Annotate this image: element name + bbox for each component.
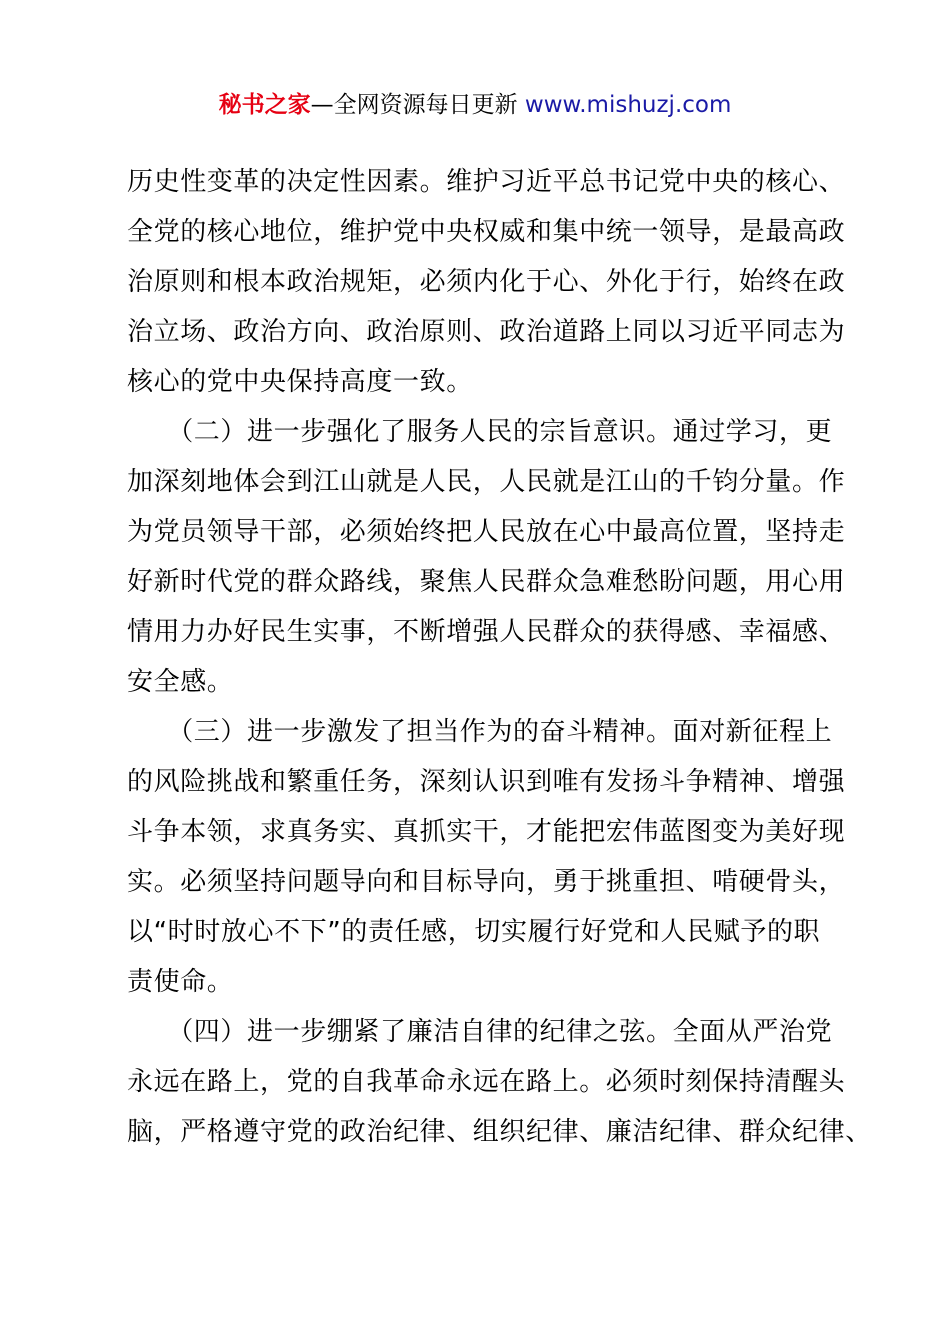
text-line: 以“时时放心不下”的责任感，切实履行好党和人民赋予的职 — [127, 917, 821, 947]
text-line: 为党员领导干部，必须始终把人民放在心中最高位置，坚持走 — [127, 517, 846, 547]
text-line: 斗争本领，求真务实、真抓实干，才能把宏伟蓝图变为美好现 — [127, 817, 846, 847]
document-body — [127, 157, 872, 1157]
text-line: 治原则和根本政治规矩，必须内化于心、外化于行，始终在政 — [127, 267, 846, 297]
header-tagline: —全网资源每日更新 — [310, 92, 525, 118]
text-line: 全党的核心地位，维护党中央权威和集中统一领导，是最高政 — [127, 217, 846, 247]
text-line: 核心的党中央保持高度一致。 — [127, 367, 473, 397]
text-line: 加深刻地体会到江山就是人民，人民就是江山的千钧分量。作 — [127, 467, 846, 497]
text-line: 历史性变革的决定性因素。维护习近平总书记党中央的核心、 — [127, 167, 846, 197]
text-line: 实。必须坚持问题导向和目标导向，勇于挑重担、啃硬骨头， — [127, 867, 846, 897]
text-line: （四）进一步绷紧了廉洁自律的纪律之弦。全面从严治党 — [127, 1017, 833, 1047]
text-line: 责使命。 — [127, 967, 234, 997]
site-header — [0, 88, 950, 122]
brand-name: 秘书之家 — [218, 92, 311, 118]
text-line: 情用力办好民生实事，不断增强人民群众的获得感、幸福感、 — [127, 617, 846, 647]
text-line: 永远在路上，党的自我革命永远在路上。必须时刻保持清醒头 — [127, 1067, 846, 1097]
text-line: （三）进一步激发了担当作为的奋斗精神。面对新征程上 — [127, 717, 833, 747]
text-line: 安全感。 — [127, 667, 234, 697]
text-line: 的风险挑战和繁重任务，深刻认识到唯有发扬斗争精神、增强 — [127, 767, 846, 797]
text-line: 脑，严格遵守党的政治纪律、组织纪律、廉洁纪律、群众纪律、 — [127, 1117, 872, 1147]
site-url-link[interactable]: www.mishuzj.com — [524, 92, 732, 118]
text-line: 好新时代党的群众路线，聚焦人民群众急难愁盼问题，用心用 — [127, 567, 846, 597]
text-line: 治立场、政治方向、政治原则、政治道路上同以习近平同志为 — [127, 317, 846, 347]
text-line: （二）进一步强化了服务人民的宗旨意识。通过学习，更 — [127, 417, 833, 447]
